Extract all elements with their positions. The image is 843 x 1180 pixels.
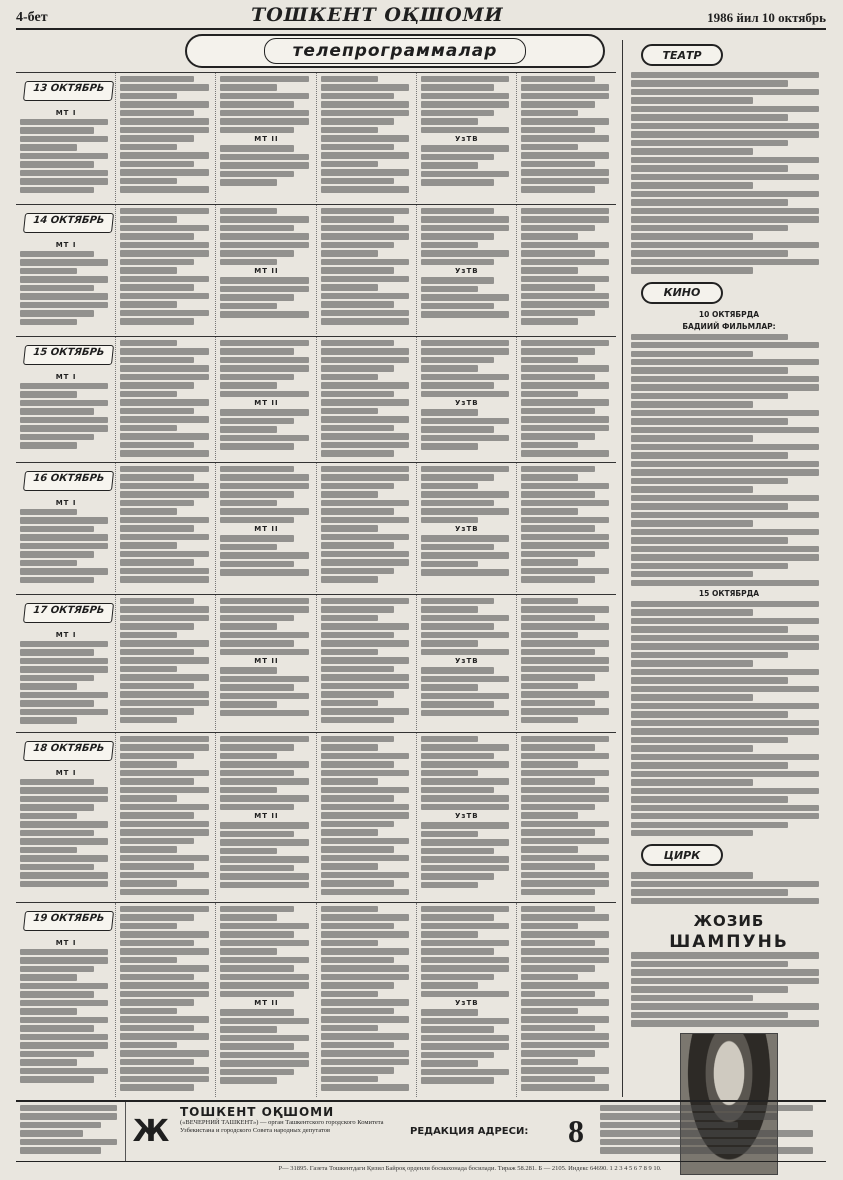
text-block [631, 601, 827, 836]
cinema-date-heading: 10 ОКТЯБРДА [698, 309, 760, 319]
schedule-column [316, 903, 416, 1097]
footer-logo-glyph: 8 [568, 1113, 584, 1149]
masthead [16, 6, 826, 30]
right-rail [622, 40, 827, 1097]
page-number: 4-бет [16, 10, 48, 25]
circus-heading: ЦИРК [641, 844, 723, 866]
text-block [631, 872, 827, 904]
advert-title: ЖОЗИБ [693, 912, 765, 931]
schedule-column [215, 595, 315, 730]
channel-mark: МТ I [55, 769, 77, 777]
text-block [631, 952, 827, 1026]
schedule-column [215, 463, 315, 592]
schedule-column [516, 903, 616, 1097]
schedule-column [115, 73, 215, 202]
channel-mark: МТ I [55, 373, 77, 381]
schedule-column [416, 463, 516, 592]
footer-paper-info [176, 1102, 406, 1161]
schedule-column [115, 337, 215, 460]
schedule-column [416, 595, 516, 730]
footer-paper-title: ТОШКЕНТ ОҚШОМИ [180, 1105, 335, 1119]
footer [16, 1100, 826, 1162]
channel-mark: УзТВ [454, 135, 479, 144]
text-block [631, 72, 827, 274]
newspaper-title: ТОШКЕНТ ОҚШОМИ [251, 4, 504, 26]
channel-mark: УзТВ [454, 999, 479, 1008]
schedule-column [316, 337, 416, 460]
day-label: 17 ОКТЯБРЬ [23, 603, 114, 623]
circus-section [631, 844, 827, 904]
cinema-films-heading: БАДИИЙ ФИЛЬМЛАР: [682, 321, 776, 331]
text-block [631, 334, 827, 586]
footer-address-label: РЕДАКЦИЯ АДРЕСИ: [410, 1126, 529, 1137]
day-label: 18 ОКТЯБРЬ [23, 741, 114, 761]
day-block [16, 336, 616, 460]
schedule-column [16, 903, 115, 1097]
schedule-column [416, 205, 516, 334]
day-block [16, 732, 616, 900]
channel-mark: МТ II [254, 135, 279, 144]
text-block [20, 1105, 121, 1154]
channel-mark: УзТВ [454, 657, 479, 666]
channel-mark: МТ I [55, 939, 77, 947]
schedule-column [316, 73, 416, 202]
day-label: 14 ОКТЯБРЬ [23, 213, 114, 233]
section-banner-title: телепрограммалар [264, 38, 527, 64]
schedule-column [416, 733, 516, 900]
schedule-column [316, 205, 416, 334]
issue-date: 1986 йил 10 октябрь [707, 10, 826, 25]
channel-mark: МТ I [55, 109, 77, 117]
day-label: 13 ОКТЯБРЬ [23, 81, 114, 101]
schedule-column [316, 463, 416, 592]
schedule-column [516, 733, 616, 900]
channel-mark: МТ II [254, 657, 279, 666]
channel-mark: МТ I [55, 499, 77, 507]
schedule-column [516, 595, 616, 730]
day-block [16, 204, 616, 334]
day-label: 16 ОКТЯБРЬ [23, 471, 114, 491]
cinema-heading: КИНО [641, 282, 723, 304]
channel-mark: УзТВ [454, 267, 479, 276]
day-block [16, 902, 616, 1097]
tv-schedule-grid [16, 72, 616, 1097]
schedule-column [115, 595, 215, 730]
schedule-column [316, 733, 416, 900]
channel-mark: МТ I [55, 631, 77, 639]
cinema-date-heading-2: 15 ОКТЯБРДА [698, 588, 760, 598]
schedule-column [516, 73, 616, 202]
schedule-column [115, 903, 215, 1097]
channel-mark: МТ II [254, 812, 279, 821]
schedule-column [115, 463, 215, 592]
day-label: 15 ОКТЯБРЬ [23, 345, 114, 365]
schedule-column [215, 205, 315, 334]
section-banner [185, 34, 605, 68]
newspaper-logo-icon: Ж [132, 1114, 170, 1149]
schedule-column [215, 337, 315, 460]
schedule-column [416, 337, 516, 460]
schedule-column [115, 205, 215, 334]
day-block [16, 72, 616, 202]
schedule-column [516, 205, 616, 334]
channel-mark: УзТВ [454, 399, 479, 408]
theatre-heading: ТЕАТР [641, 44, 723, 66]
schedule-column [115, 733, 215, 900]
theatre-section [631, 44, 827, 274]
channel-mark: МТ II [254, 267, 279, 276]
channel-mark: МТ II [254, 525, 279, 534]
cinema-section [631, 282, 827, 837]
channel-mark: МТ II [254, 399, 279, 408]
channel-mark: УзТВ [454, 525, 479, 534]
channel-mark: МТ II [254, 999, 279, 1008]
schedule-column [215, 733, 315, 900]
schedule-column [416, 73, 516, 202]
day-block [16, 594, 616, 730]
schedule-column [316, 595, 416, 730]
print-line: Р— 31895. Газета Тошкентдаги Қизил Байроқ орденли босмахонада босилади. Тираж 58.281. Б — 2105. Индекс 64690. 1 2 3 4 5 6 7 8 9 10. [278, 1165, 662, 1172]
footer-paper-subtitle: («ВЕЧЕРНИЙ ТАШКЕНТ») — орган Ташкентского городского Комитета Узбекистана и городского Совета народных депутатов [180, 1119, 384, 1134]
footer-phones [596, 1102, 826, 1161]
channel-mark: МТ I [55, 241, 77, 249]
day-label: 19 ОКТЯБРЬ [23, 911, 114, 931]
schedule-column [215, 903, 315, 1097]
schedule-column [215, 73, 315, 202]
footer-blurb [16, 1102, 126, 1161]
schedule-column [516, 337, 616, 460]
schedule-column [516, 463, 616, 592]
advert-product: ШАМПУНЬ [669, 932, 789, 953]
channel-mark: УзТВ [454, 812, 479, 821]
day-block [16, 462, 616, 592]
schedule-column [416, 903, 516, 1097]
text-block [600, 1105, 822, 1154]
